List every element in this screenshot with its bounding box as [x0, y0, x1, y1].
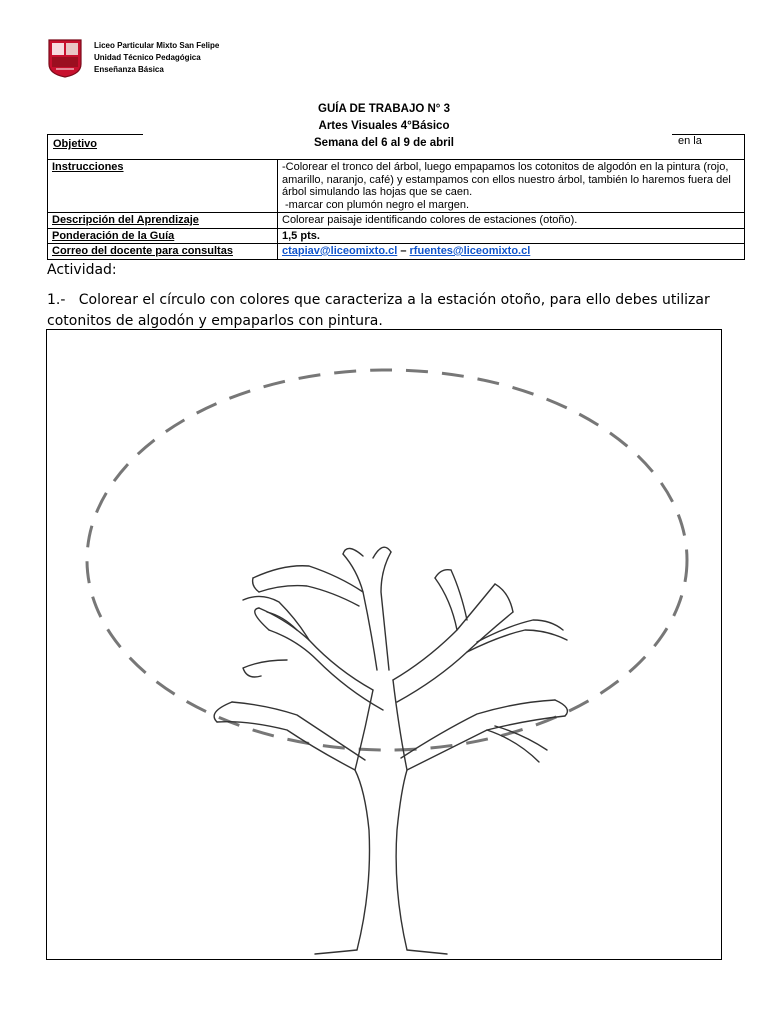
descripcion-value: Colorear paisaje identificando colores de estaciones (otoño). [278, 213, 745, 229]
table-row [48, 213, 745, 229]
instrucciones-label: Instrucciones [48, 160, 278, 213]
instrucciones-text-2: -marcar con plumón negro el margen. [285, 198, 470, 211]
objetivo-border-right [744, 135, 745, 160]
objetivo-label: Objetivo [53, 138, 98, 150]
table-row [48, 244, 745, 260]
table-row [48, 228, 745, 244]
instrucciones-text: -Colorear el tronco del árbol, luego empapamos los cotonitos de algodón en la pintura (rojo, amarillo, naranjo, café) y estampamos con ellos nuestro árbol, también lo haremos fuera del árbol simulando las hojas que se caen. [282, 161, 731, 198]
school-logo [46, 38, 84, 78]
ponderacion-label: Ponderación de la Guía [48, 228, 278, 244]
ponderacion-value: 1,5 pts. [278, 228, 745, 244]
descripcion-label: Descripción del Aprendizaje [48, 213, 278, 229]
table-row [48, 160, 745, 213]
info-table [47, 159, 745, 260]
school-name: Liceo Particular Mixto San Felipe [94, 41, 220, 50]
email-link-2[interactable]: rfuentes@liceomixto.cl [409, 245, 531, 257]
correo-label: Correo del docente para consultas [48, 244, 278, 260]
school-level: Enseñanza Básica [94, 65, 164, 74]
email-separator: – [400, 245, 407, 257]
objetivo-top-line [47, 134, 143, 135]
guide-week: Semana del 6 al 9 de abril [314, 137, 454, 149]
objetivo-border-left [47, 135, 48, 160]
guide-title: GUÍA DE TRABAJO N° 3 [318, 103, 450, 115]
trailing-text: en la [678, 135, 702, 147]
tree-drawing [47, 330, 721, 959]
tree-outline [214, 547, 567, 954]
correo-value [278, 244, 745, 260]
question-text: Colorear el círculo con colores que caracteriza a la estación otoño, para ello debes utilizar cotonitos de algodón y empaparlos con pintura. [47, 292, 710, 329]
activity-question [47, 290, 747, 332]
guide-subject: Artes Visuales 4°Básico [318, 120, 450, 132]
instrucciones-value [278, 160, 745, 213]
activity-heading: Actividad: [47, 262, 117, 278]
school-unit: Unidad Técnico Pedagógica [94, 53, 201, 62]
question-number: 1.- [47, 292, 66, 308]
drawing-box [46, 329, 722, 960]
email-link-1[interactable]: ctapiav@liceomixto.cl [282, 245, 398, 257]
